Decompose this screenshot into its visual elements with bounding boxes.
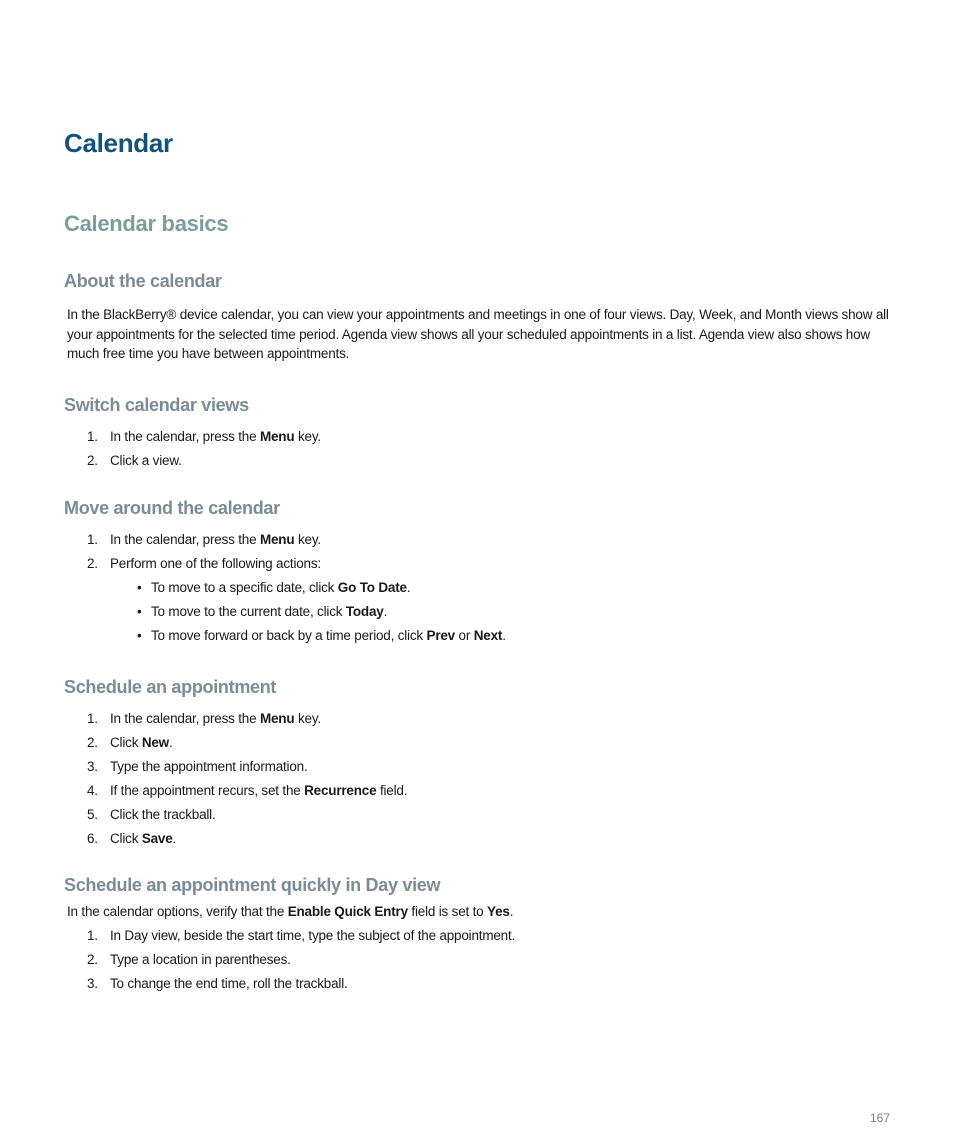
move-steps [87, 528, 887, 648]
switch-heading: Switch calendar views [64, 395, 249, 415]
schedule-steps [87, 707, 887, 851]
list-item: 1. In the calendar, press the Menu key. [87, 429, 321, 444]
list-item: 4. If the appointment recurs, set the Recurrence field. [87, 783, 408, 798]
bullet-item: • To move to a specific date, click Go To Date. [137, 576, 887, 600]
quick-entry-heading: Schedule an appointment quickly in Day view [64, 875, 441, 895]
bullet-item: • To move forward or back by a time period, click Prev or Next. [137, 624, 887, 648]
list-item: 1. In Day view, beside the start time, type the subject of the appointment. [87, 928, 516, 943]
section-heading: Calendar basics [64, 211, 229, 236]
about-heading: About the calendar [64, 271, 222, 291]
list-item: 2. Type a location in parentheses. [87, 952, 291, 967]
switch-steps [87, 425, 887, 473]
list-item: 1. In the calendar, press the Menu key. [87, 711, 321, 726]
list-item: 5. Click the trackball. [87, 807, 216, 822]
schedule-heading: Schedule an appointment [64, 677, 277, 697]
list-item: 2. Click New. [87, 735, 173, 750]
quick-entry-steps [87, 924, 887, 996]
move-heading: Move around the calendar [64, 498, 280, 518]
list-item: 6. Click Save. [87, 831, 177, 846]
move-actions-list [137, 576, 887, 648]
list-item: 1. In the calendar, press the Menu key. [87, 532, 321, 547]
list-item: 3. To change the end time, roll the trackball. [87, 976, 348, 991]
list-item: 2. Click a view. [87, 453, 182, 468]
bullet-item: • To move to the current date, click Today. [137, 600, 887, 624]
list-item: 3. Type the appointment information. [87, 759, 308, 774]
quick-entry-intro: In the calendar options, verify that the Enable Quick Entry field is set to Yes. [67, 904, 514, 919]
list-item: 2. Perform one of the following actions: • To move to a specific date, click Go To Date. • To move to the current date, click Today. • To move forward or back by a time period, click Prev or Next. [87, 552, 887, 648]
page-number: 167 [869, 1111, 890, 1125]
about-paragraph: In the BlackBerry® device calendar, you can view your appointments and meetings in one of four views. Day, Week, and Month views show all your appointments for the selected time period. Agenda view shows all your scheduled appointments in a list. Agenda view also shows how much free time you have between appointments. [67, 307, 889, 361]
page-title: Calendar [64, 128, 173, 158]
